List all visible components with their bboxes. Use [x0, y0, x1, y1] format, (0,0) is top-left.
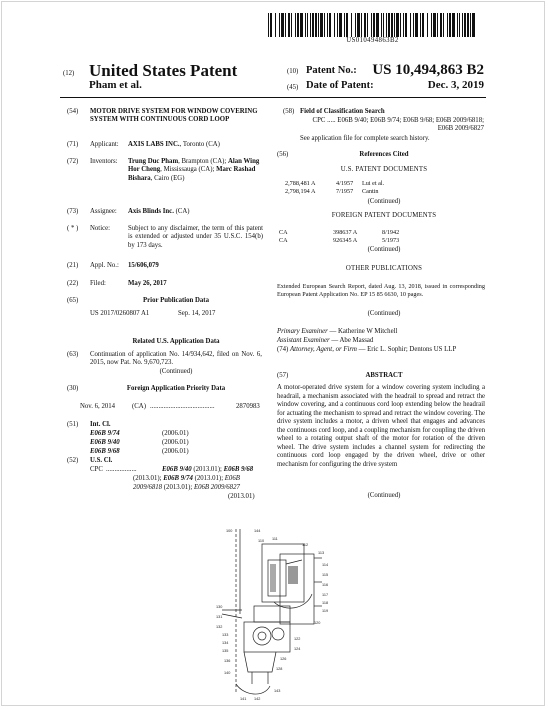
- barcode-bar: [268, 13, 269, 37]
- code-63: (63): [67, 351, 79, 358]
- barcode-bar: [361, 13, 362, 37]
- attorney-label: Attorney, Agent, or Firm: [290, 346, 357, 353]
- barcode-bar: [462, 13, 463, 37]
- drawing-label-118: 118: [322, 601, 329, 605]
- us-cl-line-2: [133, 475, 240, 483]
- barcode-bar: [339, 13, 342, 37]
- us-cl-line-4: (2013.01): [228, 493, 255, 500]
- code-10: (10): [287, 68, 299, 75]
- prior-publication-heading: Prior Publication Data: [143, 297, 209, 304]
- continuation-text: Continuation of application No. 14/934,642, filed on Nov. 6, 2015, now Pat. No. 9,670,723.: [90, 351, 262, 367]
- priority-leader: ......................................: [150, 403, 215, 410]
- drawing-label-112: 112: [302, 543, 309, 547]
- barcode-bar: [344, 13, 345, 37]
- barcode-bar: [270, 13, 272, 37]
- barcode-bar: [373, 13, 375, 37]
- date-of-patent-label: Date of Patent:: [306, 80, 374, 91]
- continued-foreign-docs: (Continued): [367, 246, 401, 253]
- attorney: [277, 346, 485, 354]
- filed-label: Filed:: [90, 280, 106, 287]
- search-history-note: See application file for complete search history.: [300, 135, 430, 142]
- applicant-label: Applicant:: [90, 141, 119, 148]
- barcode-bar: [472, 13, 475, 37]
- foreign-priority-heading: Foreign Application Priority Data: [126, 385, 226, 392]
- inventor-3-location: , Cairo (EG): [150, 174, 185, 182]
- drawing-label-143: 143: [274, 689, 281, 693]
- drawing-label-115: 115: [322, 573, 329, 577]
- barcode-bar: [467, 13, 469, 37]
- primary-examiner-name: — Katherine W Mitchell: [327, 328, 398, 335]
- barcode-bar: [275, 13, 276, 37]
- priority-country: (CA): [132, 403, 146, 410]
- barcode-bar: [464, 13, 466, 37]
- barcode-bar: [327, 13, 328, 37]
- foreign-doc-date: 5/1973: [382, 237, 400, 244]
- drawing-label-144: 144: [254, 529, 261, 533]
- barcode-bar: [415, 13, 418, 37]
- barcode-bar: [422, 13, 424, 37]
- priority-date: Nov. 6, 2014: [80, 403, 116, 410]
- drawing-label-120: 120: [314, 621, 321, 625]
- drawing-label-110: 110: [258, 539, 265, 543]
- barcode-bar: [431, 13, 432, 37]
- other-publications-heading: OTHER PUBLICATIONS: [345, 265, 423, 272]
- barcode-bar: [394, 13, 395, 37]
- code-72: (72): [67, 158, 79, 165]
- us-cl-class-4b: 2009/6818: [133, 484, 163, 491]
- barcode-bar: [367, 13, 368, 37]
- barcode-bar: [437, 13, 438, 37]
- barcode-bar: [297, 13, 299, 37]
- barcode-bar: [281, 13, 284, 37]
- notice-code: ( * ): [67, 225, 79, 232]
- barcode-bar: [355, 13, 356, 37]
- us-cl-class-3: E06B 9/74: [163, 475, 193, 482]
- barcode-bar: [300, 13, 303, 37]
- us-doc-name: Cantin: [362, 188, 379, 195]
- us-cl-class-1: E06B 9/40: [162, 466, 192, 473]
- assignee-name: Axis Blinds Inc.: [128, 208, 174, 215]
- barcode-bar: [357, 13, 360, 37]
- barcode-bar: [381, 13, 382, 37]
- drawing-label-136: 136: [224, 659, 231, 663]
- drawing-label-142: 142: [254, 697, 261, 701]
- drawing-label-124: 124: [294, 647, 301, 651]
- code-54: (54): [67, 108, 79, 115]
- field-of-search-heading: Field of Classification Search: [300, 108, 385, 115]
- barcode-bar: [433, 13, 436, 37]
- int-cl-heading: Int. Cl.: [90, 421, 111, 428]
- us-doc-date: 4/1957: [336, 180, 354, 187]
- us-cl-version-1: (2013.01);: [191, 466, 224, 473]
- notice-text: Subject to any disclaimer, the term of this patent is extended or adjusted under 35 U.S.C. 154(b) by 173 days.: [128, 225, 263, 249]
- inventor-2-location: , Mississauga (CA);: [160, 166, 215, 174]
- notice-label: Notice:: [90, 225, 111, 232]
- patent-no-label: Patent No.:: [306, 65, 357, 76]
- us-cl-version-2: (2013.01);: [133, 475, 164, 482]
- drawing-label-119: 119: [322, 609, 329, 613]
- foreign-doc-number: 398637 A: [333, 229, 358, 236]
- us-cl-heading: U.S. Cl.: [90, 457, 113, 464]
- us-cl-class-5: E06B 2009/6827: [193, 484, 240, 491]
- barcode-bar: [400, 13, 401, 37]
- drawing-label-130: 130: [216, 605, 223, 609]
- barcode-bar: [305, 13, 306, 37]
- us-cl-leader: ..................: [106, 466, 137, 473]
- prior-publication-number: US 2017/0260807 A1: [90, 310, 150, 317]
- us-cl-version-4: (2013.01);: [162, 484, 194, 491]
- barcode-bar: [334, 13, 335, 37]
- barcode-bar: [440, 13, 442, 37]
- assignee-label: Assignee:: [90, 208, 117, 215]
- barcode-bar: [351, 13, 352, 37]
- barcode-bar: [470, 13, 471, 37]
- assignee: [128, 208, 190, 216]
- drawing-label-117: 117: [322, 593, 329, 597]
- barcode-bar: [459, 13, 460, 37]
- us-cl-class-2: E06B 9/68: [223, 466, 254, 473]
- barcode-bar: [337, 13, 338, 37]
- priority-number: 2870983: [236, 403, 260, 410]
- barcode-bar: [447, 13, 448, 37]
- drawing-label-100: 100: [226, 529, 233, 533]
- barcode-bar: [420, 13, 421, 37]
- us-doc-number: 2,798,194 A: [285, 188, 316, 195]
- date-of-patent: Dec. 3, 2019: [427, 79, 484, 91]
- int-cl-version: (2006.01): [162, 430, 189, 437]
- us-cl-cpc-label: CPC: [90, 466, 103, 473]
- drawing-label-126: 126: [280, 657, 287, 661]
- appl-no: 15/606,079: [128, 262, 159, 269]
- header-rule: [60, 97, 486, 98]
- us-doc-date: 7/1957: [336, 188, 354, 195]
- us-doc-name: Lui et al.: [362, 180, 385, 187]
- barcode-bar: [307, 13, 308, 37]
- drawing-label-113: 113: [318, 551, 325, 555]
- drawing-label-132: 132: [216, 625, 223, 629]
- barcode-bar: [449, 13, 451, 37]
- code-74: (74): [277, 346, 289, 353]
- code-58: (58): [283, 108, 295, 115]
- barcode-bar: [391, 13, 393, 37]
- us-cl-class-4: E06B: [224, 475, 240, 482]
- barcode-bar: [427, 13, 428, 37]
- inventors-label: Inventors:: [90, 158, 118, 165]
- barcode-bar: [388, 13, 390, 37]
- code-51: (51): [67, 421, 79, 428]
- applicant: [128, 141, 220, 149]
- us-cl-line-3: [133, 484, 240, 492]
- field-of-search-cpc: CPC ..... E06B 9/40; E06B 9/74; E06B 9/68; E06B 2009/6818; E06B 2009/6827: [312, 117, 484, 133]
- invention-title: MOTOR DRIVE SYSTEM FOR WINDOW COVERING SYSTEM WITH CONTINUOUS CORD LOOP: [90, 108, 258, 124]
- barcode-bar: [457, 13, 458, 37]
- attorney-name: — Eric L. Sophir; Dentons US LLP: [356, 346, 457, 353]
- related-application-heading: Related U.S. Application Data: [132, 338, 220, 345]
- foreign-doc-country: CA: [279, 237, 288, 244]
- barcode-bar: [413, 13, 414, 37]
- us-doc-number: 2,788,481 A: [285, 180, 316, 187]
- foreign-patent-docs-heading: FOREIGN PATENT DOCUMENTS: [331, 212, 437, 219]
- barcode-bar: [291, 13, 292, 37]
- continued-abstract: (Continued): [367, 492, 401, 499]
- drawing-label-133: 133: [222, 633, 229, 637]
- barcode-bar: [386, 13, 387, 37]
- code-57: (57): [277, 372, 289, 379]
- drawing-label-141: 141: [240, 697, 247, 701]
- barcode-bar: [315, 13, 317, 37]
- continued-other-pubs: (Continued): [367, 310, 401, 317]
- patent-number: US 10,494,863 B2: [372, 62, 484, 78]
- barcode-bar: [346, 13, 348, 37]
- barcode-bar: [279, 13, 280, 37]
- code-45: (45): [287, 84, 299, 91]
- barcode-bar: [318, 13, 319, 37]
- primary-examiner-label: Primary Examiner: [277, 328, 328, 335]
- barcode-number: US010494863B2: [346, 37, 399, 44]
- barcode-bar: [396, 13, 399, 37]
- continued-us-docs: (Continued): [367, 198, 401, 205]
- inventor-short: Pham et al.: [89, 79, 142, 91]
- inventor-2: Alan Wing Hor Cheng: [128, 158, 260, 174]
- continued-related: (Continued): [159, 368, 193, 375]
- code-22: (22): [67, 280, 79, 287]
- barcode-bar: [288, 13, 290, 37]
- assistant-examiner-label: Assistant Examiner: [277, 337, 330, 344]
- barcode: [268, 13, 477, 37]
- assistant-examiner: [277, 337, 373, 345]
- barcode-bar: [405, 13, 407, 37]
- drawing-label-135: 135: [222, 649, 229, 653]
- drawing-label-134: 134: [222, 641, 229, 645]
- filed-date: May 26, 2017: [128, 280, 167, 287]
- code-65: (65): [67, 297, 79, 304]
- int-cl-class: E06B 9/40: [90, 439, 120, 446]
- prior-publication-date: Sep. 14, 2017: [178, 310, 216, 317]
- assignee-location: (CA): [173, 208, 190, 215]
- inventor-1: Trung Duc Pham: [128, 158, 179, 165]
- kind-code-12: (12): [63, 70, 75, 77]
- inventor-3: Marc Rashad Bishara: [128, 166, 256, 182]
- barcode-bar: [312, 13, 314, 37]
- code-52: (52): [67, 457, 79, 464]
- appl-no-label: Appl. No.:: [90, 262, 119, 269]
- barcode-bar: [364, 13, 366, 37]
- barcode-bar: [324, 13, 325, 37]
- barcode-bar: [452, 13, 455, 37]
- code-21: (21): [67, 262, 79, 269]
- barcode-bar: [329, 13, 331, 37]
- us-cl-line-1: [162, 466, 253, 474]
- patent-drawing: [214, 524, 334, 704]
- barcode-bar: [285, 13, 286, 37]
- barcode-bar: [403, 13, 404, 37]
- abstract-text: A motor-operated drive system for a window covering system including a headrail, a mechanism associated with the headrail to spread and retract the window covering, and a continuous cord loop extending below the headrail for actuating the mechanism to spread and retract the window covering. The drive system includes a motor, a driven wheel that engages and advances the continuous cord loop, and a coupling mechanism for coupling the driven wheel to a rotating output shaft of the motor for rotation of the driven wheel. The drive system includes a channel system for redirecting the continuous cord loop engaged by the driven wheel, drive or other mechanism for configuring the drive system: [277, 384, 485, 468]
- applicant-name: AXIS LABS INC.: [128, 141, 180, 148]
- int-cl-class: E06B 9/68: [90, 448, 120, 455]
- applicant-location: , Toronto (CA): [179, 141, 220, 148]
- drawing-label-114: 114: [322, 563, 329, 567]
- abstract-heading: ABSTRACT: [365, 372, 403, 379]
- inventors: [128, 158, 263, 183]
- foreign-doc-date: 8/1942: [382, 229, 400, 236]
- drawing-label-122: 122: [294, 637, 301, 641]
- references-cited-heading: References Cited: [359, 151, 409, 158]
- code-30: (30): [67, 385, 79, 392]
- foreign-doc-country: CA: [279, 229, 288, 236]
- code-73: (73): [67, 208, 79, 215]
- int-cl-class: E06B 9/74: [90, 430, 120, 437]
- barcode-bar: [443, 13, 444, 37]
- drawing-label-111: 111: [272, 537, 278, 541]
- other-publication-text: Extended European Search Report, dated Aug. 13, 2018, issued in corresponding European Patent Application No. EP 15 85 6630, 10 pages.: [277, 283, 485, 298]
- drawing-label-128: 128: [276, 667, 283, 671]
- drawing-label-140: 140: [224, 671, 231, 675]
- barcode-bar: [376, 13, 379, 37]
- inventor-1-location: , Brampton (CA);: [178, 158, 227, 165]
- int-cl-version: (2006.01): [162, 439, 189, 446]
- drawing-label-131: 131: [216, 615, 223, 619]
- barcode-bar: [295, 13, 296, 37]
- barcode-bar: [371, 13, 372, 37]
- us-cl-version-3: (2013.01);: [192, 475, 225, 482]
- int-cl-version: (2006.01): [162, 448, 189, 455]
- primary-examiner: [277, 328, 397, 336]
- foreign-doc-number: 926345 A: [333, 237, 358, 244]
- barcode-bar: [320, 13, 323, 37]
- document-title: United States Patent: [89, 61, 238, 80]
- barcode-bar: [383, 13, 384, 37]
- drawing-label-116: 116: [322, 583, 329, 587]
- us-patent-docs-heading: U.S. PATENT DOCUMENTS: [340, 166, 428, 173]
- code-71: (71): [67, 141, 79, 148]
- barcode-bar: [410, 13, 411, 37]
- barcode-bar: [310, 13, 311, 37]
- code-56: (56): [277, 151, 289, 158]
- assistant-examiner-name: — Abe Massad: [329, 337, 374, 344]
